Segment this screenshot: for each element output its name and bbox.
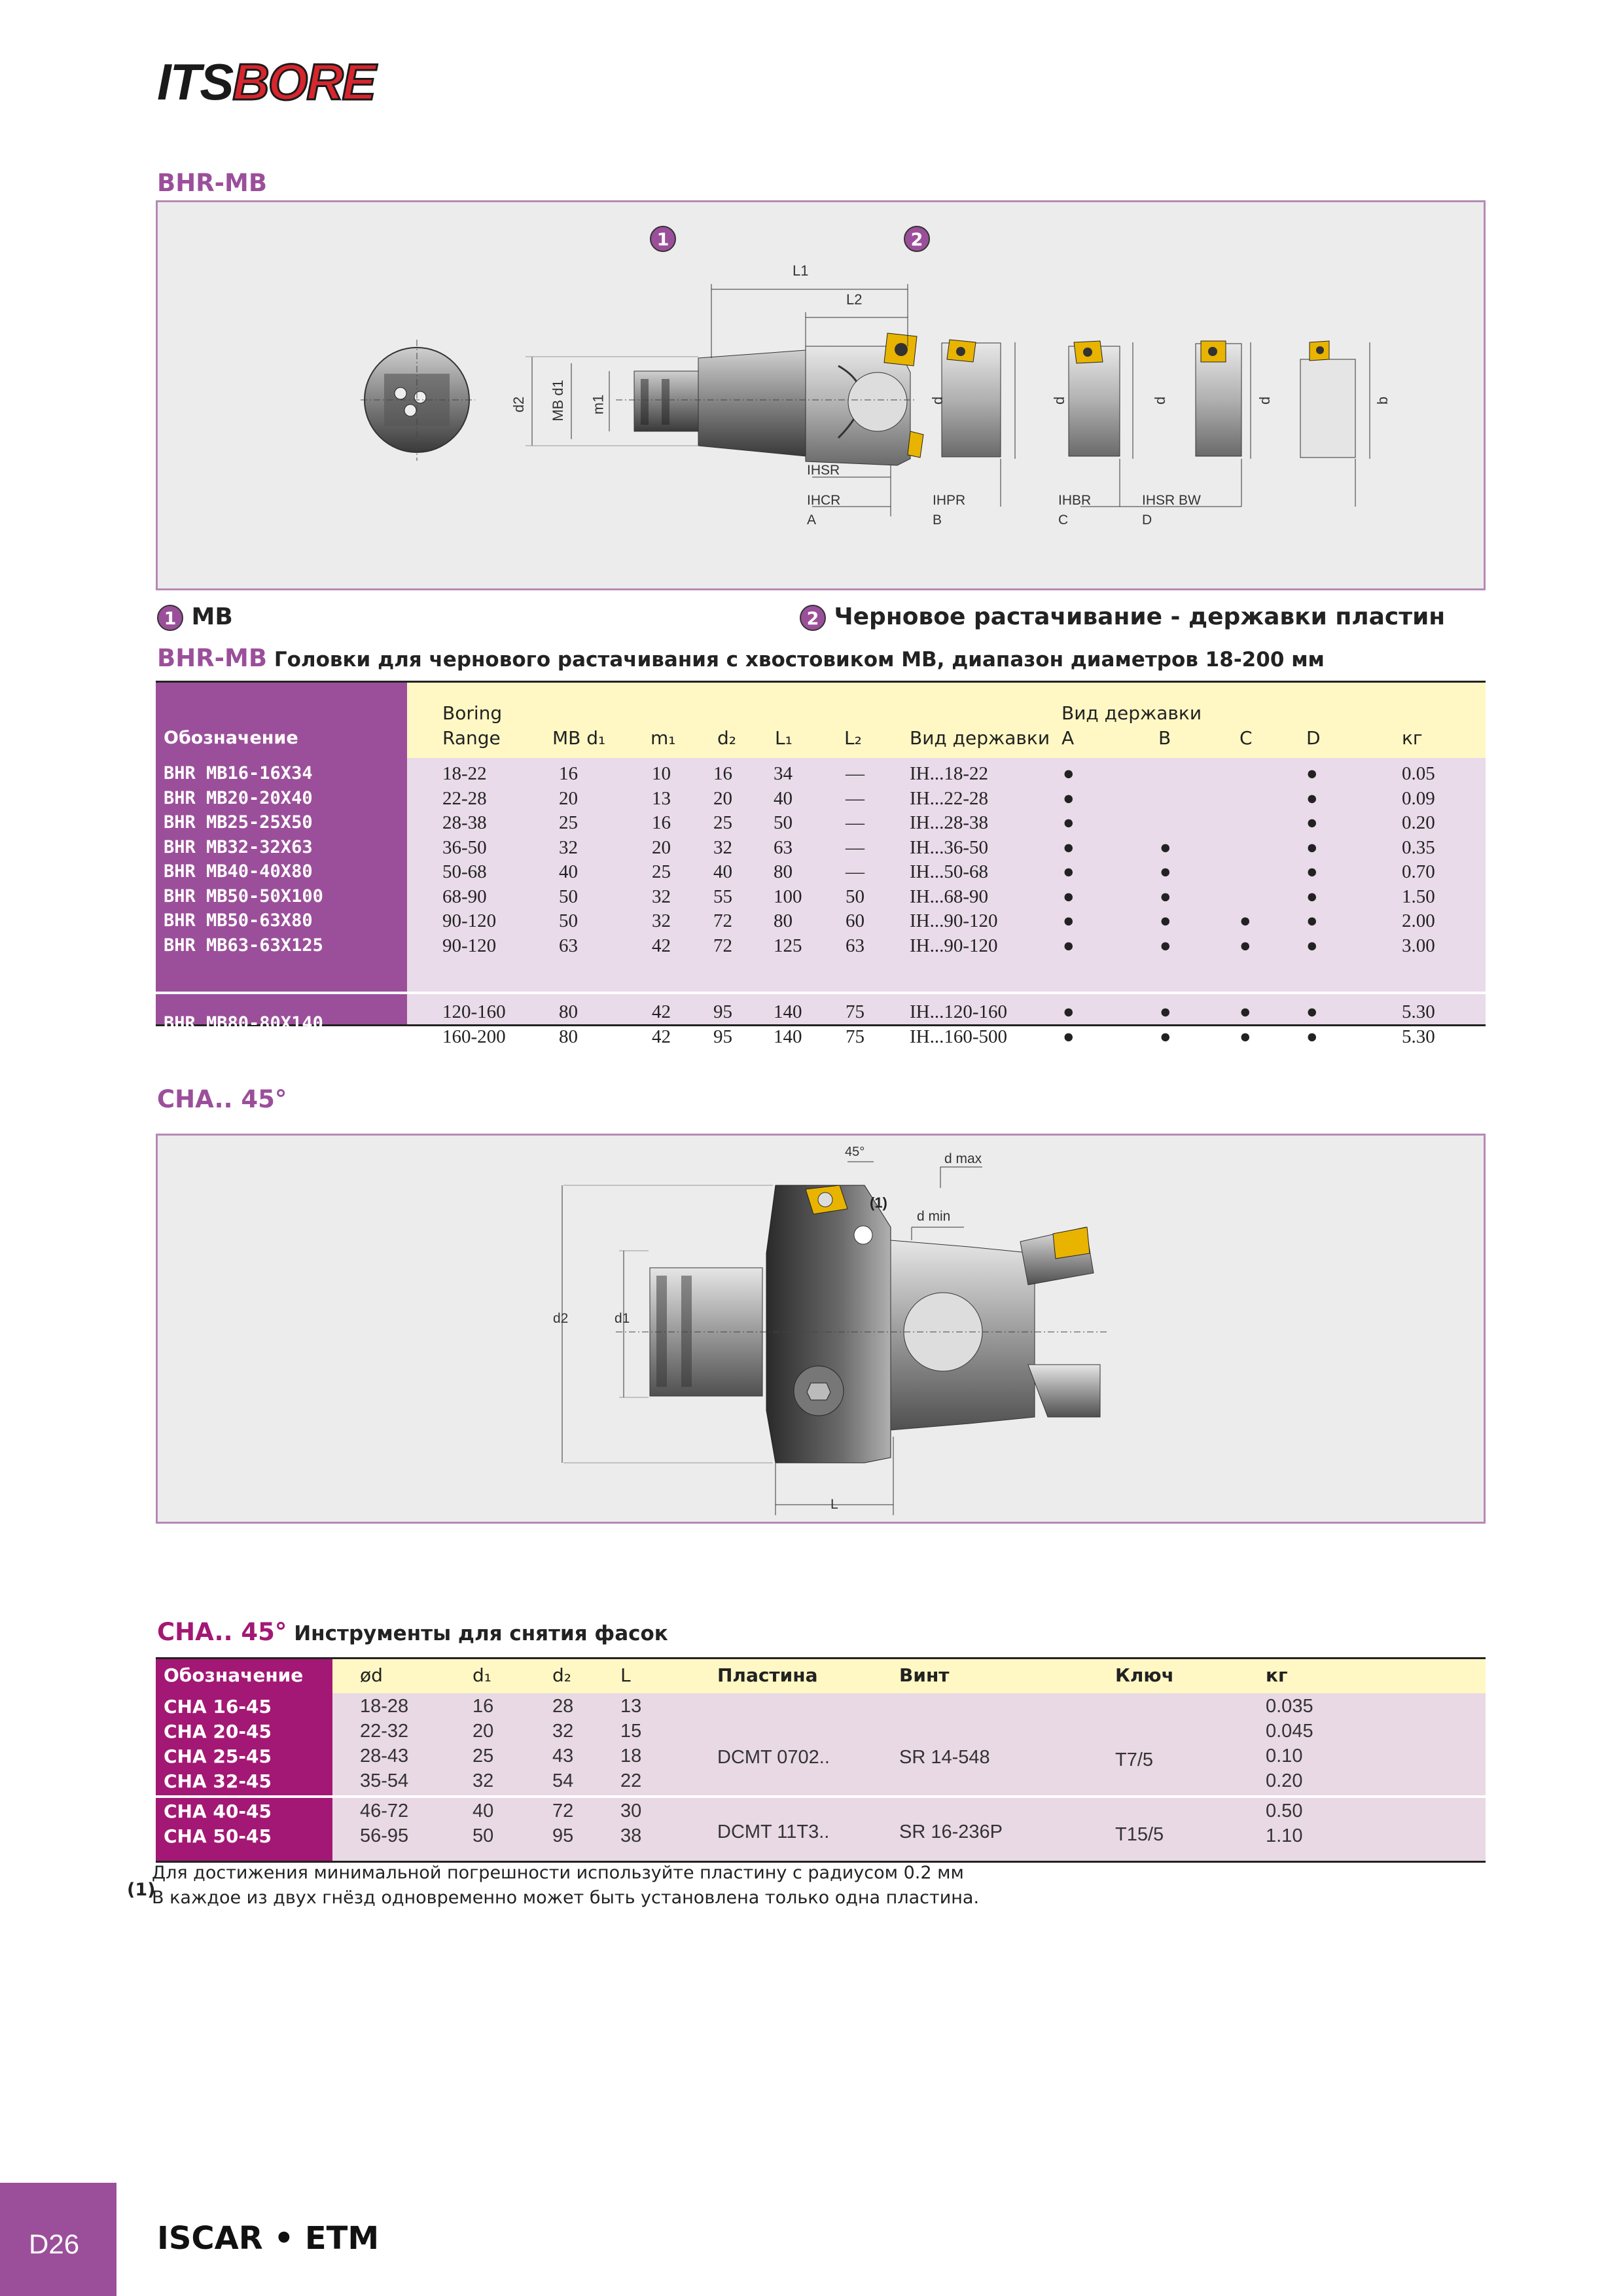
header-D: D (1306, 727, 1321, 749)
cell-d2: 32 (713, 836, 732, 858)
cell-A: ● (1063, 935, 1075, 956)
cell-B: ● (1160, 935, 1171, 956)
cell-mbd1: 16 (559, 763, 578, 784)
label-c: C (1058, 512, 1069, 528)
cell-mbd1: 63 (559, 935, 578, 956)
cell-kg: 5.30 (1402, 1026, 1435, 1047)
cell-L1: 100 (774, 886, 802, 907)
cell-vid: IH...120-160 (910, 1001, 1008, 1022)
cell-kluch-1: T7/5 (1115, 1749, 1154, 1770)
cell-D: ● (1306, 935, 1318, 956)
cell-m1: 32 (652, 886, 671, 907)
cell-vid: IH...18-22 (910, 763, 989, 784)
header-L1: L₁ (775, 727, 793, 749)
cell-kg: 0.20 (1402, 812, 1435, 833)
header-oboznachenie: Обозначение (164, 1664, 304, 1686)
cell-C: ● (1240, 935, 1251, 956)
cell-D: ● (1306, 787, 1318, 809)
logo-bore-text: BORE (232, 53, 375, 111)
bhr-mb-diagram-panel (156, 200, 1486, 590)
cell-B: ● (1160, 910, 1171, 931)
cha-table (156, 1657, 1486, 1863)
header-plastina: Пластина (717, 1664, 818, 1686)
dim-d-a: d (929, 396, 946, 405)
cell-A: ● (1063, 1001, 1075, 1022)
cell-mbd1: 80 (559, 1001, 578, 1022)
cell-range: 18-22 (442, 763, 487, 784)
cell-d2: 43 (552, 1746, 574, 1767)
cell-m1: 42 (652, 1026, 671, 1047)
legend-holders (800, 603, 1445, 631)
dim-L1: L1 (793, 262, 809, 279)
cell-vid: IH...160-500 (910, 1026, 1008, 1047)
cell-d2: 55 (713, 886, 732, 907)
itsbore-logo (157, 53, 375, 111)
cell-d2: 28 (552, 1696, 574, 1717)
header-kluch: Ключ (1115, 1664, 1174, 1686)
row-name: BHR MB40-40X80 (164, 861, 313, 882)
cell-d2: 95 (713, 1026, 732, 1047)
cell-m1: 25 (652, 861, 671, 882)
header-B: B (1158, 727, 1171, 749)
label-a: A (807, 512, 817, 528)
legend-2-icon: 2 (800, 605, 826, 631)
cell-d2: 72 (713, 935, 732, 956)
header-kg: кг (1266, 1664, 1288, 1686)
row-name: BHR MB50-63X80 (164, 910, 313, 931)
section-title-bhr-mb: BHR-MB (157, 169, 268, 197)
cell-L: 13 (620, 1696, 642, 1717)
cell-L: 15 (620, 1721, 642, 1742)
cell-m1: 16 (652, 812, 671, 833)
cell-range: 90-120 (442, 935, 497, 956)
row-name: CHA 20-45 (164, 1721, 272, 1742)
cell-L1: 34 (774, 763, 793, 784)
cell-vid: IH...36-50 (910, 836, 989, 858)
legend-2-text: Черновое растачивание - державки пластин (834, 603, 1446, 630)
header-L: L (620, 1664, 631, 1686)
header-C: C (1240, 727, 1253, 749)
cell-C: ● (1240, 1026, 1251, 1047)
cell-B: ● (1160, 836, 1171, 858)
cell-kg: 2.00 (1402, 910, 1435, 931)
cell-L2: — (846, 787, 865, 809)
dim-d-d: d (1257, 396, 1274, 405)
cell-D: ● (1306, 910, 1318, 931)
callout-2-number: 2 (904, 226, 930, 252)
cell-d2: 72 (552, 1801, 574, 1821)
cell-L: 30 (620, 1801, 642, 1821)
label-d-min: d min (917, 1209, 951, 1224)
cell-d1: 40 (473, 1801, 494, 1821)
row-name: BHR MB63-63X125 (164, 935, 323, 956)
cell-A: ● (1063, 763, 1075, 784)
row-name: BHR MB32-32X63 (164, 836, 313, 857)
cell-L1: 80 (774, 861, 793, 882)
cell-L1: 40 (774, 787, 793, 809)
header-A: A (1061, 727, 1075, 749)
dim-L2: L2 (846, 291, 863, 308)
cell-B: ● (1160, 1026, 1171, 1047)
cell-kg: 1.10 (1266, 1825, 1303, 1846)
header-oboznachenie: Обозначение (164, 728, 298, 748)
bhr-mb-drawing (158, 202, 1484, 588)
cell-L1: 50 (774, 812, 793, 833)
cell-range: 120-160 (442, 1001, 506, 1022)
cell-L: 38 (620, 1825, 642, 1846)
cell-d1: 20 (473, 1721, 494, 1742)
dim-d-b: d (1051, 396, 1068, 405)
cell-range: 28-38 (442, 812, 487, 833)
cell-range: 50-68 (442, 861, 487, 882)
cell-C: ● (1240, 910, 1251, 931)
header-boring: Boring (442, 702, 503, 724)
cell-vid: IH...28-38 (910, 812, 989, 833)
cell-od: 28-43 (360, 1746, 409, 1767)
cell-d1: 50 (473, 1825, 494, 1846)
callout-2 (904, 226, 930, 252)
cell-kg: 0.09 (1402, 787, 1435, 809)
cell-d2: 54 (552, 1770, 574, 1791)
cell-plastina-2: DCMT 11T3.. (717, 1821, 830, 1842)
cell-plastina-1: DCMT 0702.. (717, 1747, 830, 1768)
cell-d2: 95 (713, 1001, 732, 1022)
cell-kg: 0.05 (1402, 763, 1435, 784)
header-mb-d1: MB d₁ (552, 727, 606, 749)
cell-D: ● (1306, 1026, 1318, 1047)
cell-A: ● (1063, 836, 1075, 858)
dim-d1-cha: d1 (615, 1311, 630, 1326)
cell-D: ● (1306, 836, 1318, 858)
cell-d1: 32 (473, 1770, 494, 1791)
table-row (156, 933, 1486, 958)
cell-kg: 0.20 (1266, 1770, 1303, 1791)
cell-od: 18-28 (360, 1696, 409, 1717)
cell-m1: 42 (652, 935, 671, 956)
row-name: CHA 16-45 (164, 1696, 272, 1717)
label-45-deg: 45° (845, 1145, 865, 1159)
cell-A: ● (1063, 812, 1075, 833)
logo-its-text: ITS (157, 53, 233, 111)
cell-L1: 140 (774, 1026, 802, 1047)
brand-footer: ISCAR • ETM (157, 2220, 380, 2257)
cell-vint-2: SR 16-236P (899, 1821, 1003, 1842)
cell-mbd1: 40 (559, 861, 578, 882)
cell-L2: 75 (846, 1026, 865, 1047)
cell-range: 36-50 (442, 836, 487, 858)
row-name: CHA 32-45 (164, 1770, 272, 1792)
cell-D: ● (1306, 763, 1318, 784)
footnote-marker: (1) (127, 1880, 156, 1900)
header-d2: d₂ (717, 727, 736, 749)
dim-d2-cha: d2 (553, 1311, 569, 1326)
cell-kg: 0.70 (1402, 861, 1435, 882)
label-d: D (1142, 512, 1152, 528)
cell-range: 90-120 (442, 910, 497, 931)
cell-vid: IH...68-90 (910, 886, 989, 907)
label-ihsr: IHSR (807, 463, 840, 478)
label-b: B (933, 512, 942, 528)
label-d-max: d max (944, 1151, 982, 1166)
cell-od: 22-32 (360, 1721, 409, 1742)
cell-od: 35-54 (360, 1770, 409, 1791)
cell-A: ● (1063, 861, 1075, 882)
cell-B: ● (1160, 861, 1171, 882)
cell-d1: 16 (473, 1696, 494, 1717)
legend-1-text: MB (191, 603, 233, 630)
row-name: BHR MB80-80X140 (164, 1013, 323, 1033)
cha-diagram-panel (156, 1134, 1486, 1524)
table-row (156, 786, 1486, 811)
table-row (156, 908, 1486, 933)
cell-kg: 0.10 (1266, 1746, 1303, 1767)
cell-mbd1: 50 (559, 886, 578, 907)
cell-kg: 0.045 (1266, 1721, 1313, 1742)
cell-mbd1: 80 (559, 1026, 578, 1047)
cell-L: 18 (620, 1746, 642, 1767)
row-name: BHR MB50-50X100 (164, 886, 323, 906)
table-row (156, 761, 1486, 786)
cell-L1: 125 (774, 935, 802, 956)
dim-d-c: d (1152, 396, 1169, 405)
cell-d2: 25 (713, 812, 732, 833)
cell-L2: 75 (846, 1001, 865, 1022)
row-name: CHA 40-45 (164, 1801, 272, 1822)
row-name: CHA 50-45 (164, 1825, 272, 1847)
cell-L2: 60 (846, 910, 865, 931)
cell-d2: 32 (552, 1721, 574, 1742)
header-vid-group: Вид державки (1061, 702, 1202, 724)
cell-kg: 5.30 (1402, 1001, 1435, 1022)
cell-mbd1: 50 (559, 910, 578, 931)
table-row (156, 835, 1486, 860)
cell-mbd1: 20 (559, 787, 578, 809)
cell-D: ● (1306, 1001, 1318, 1022)
cell-L1: 63 (774, 836, 793, 858)
label-ihcr: IHCR (807, 493, 841, 508)
table-header-row-2 (156, 726, 1486, 751)
cell-m1: 10 (652, 763, 671, 784)
cell-kg: 1.50 (1402, 886, 1435, 907)
cell-m1: 20 (652, 836, 671, 858)
header-range: Range (442, 727, 501, 749)
cell-D: ● (1306, 886, 1318, 907)
cha-subhead-text: Инструменты для снятия фасок (294, 1622, 668, 1645)
cell-range: 68-90 (442, 886, 487, 907)
table-row (156, 859, 1486, 884)
callout-1 (650, 226, 676, 252)
legend-mb (157, 603, 233, 631)
row-name: BHR MB16-16X34 (164, 763, 313, 783)
dim-m1: m1 (590, 394, 607, 415)
callout-1-number: 1 (650, 226, 676, 252)
cell-od: 56-95 (360, 1825, 409, 1846)
cell-L2: — (846, 763, 865, 784)
cell-d1: 25 (473, 1746, 494, 1767)
dim-mb-d1: MB d1 (549, 380, 566, 422)
cell-vid: IH...90-120 (910, 935, 998, 956)
cell-range: 22-28 (442, 787, 487, 809)
bhr-mb-table (156, 681, 1486, 1047)
dim-L-cha: L (830, 1497, 838, 1512)
cell-D: ● (1306, 861, 1318, 882)
cell-L1: 80 (774, 910, 793, 931)
row-name: CHA 25-45 (164, 1746, 272, 1767)
cell-L1: 140 (774, 1001, 802, 1022)
cha-subhead-key: CHA.. 45° (157, 1618, 287, 1646)
cell-L2: 63 (846, 935, 865, 956)
bhr-mb-subhead-key: BHR-MB (157, 644, 268, 672)
cell-d2: 72 (713, 910, 732, 931)
cell-kg: 3.00 (1402, 935, 1435, 956)
cell-od: 46-72 (360, 1801, 409, 1821)
section-title-cha: CHA.. 45° (157, 1085, 287, 1113)
label-note-1: (1) (870, 1194, 887, 1211)
page-number: D26 (29, 2229, 80, 2259)
cell-mbd1: 32 (559, 836, 578, 858)
cell-d2: 20 (713, 787, 732, 809)
cell-range: 160-200 (442, 1026, 506, 1047)
cell-vid: IH...50-68 (910, 861, 989, 882)
dim-b: b (1374, 396, 1391, 405)
cell-vint-1: SR 14-548 (899, 1747, 990, 1768)
cell-D: ● (1306, 812, 1318, 833)
header-vint: Винт (899, 1664, 950, 1686)
cell-A: ● (1063, 787, 1075, 809)
row-name: BHR MB20-20X40 (164, 787, 313, 808)
cell-kg: 0.035 (1266, 1696, 1313, 1717)
footnote-line-2: В каждое из двух гнёзд одновременно может быть установлена только одна пластина. (152, 1888, 980, 1908)
cell-kg: 0.35 (1402, 836, 1435, 858)
table-row (156, 999, 1486, 1033)
table-row (156, 810, 1486, 835)
bhr-mb-subhead (157, 644, 1325, 672)
cell-kluch-2: T15/5 (1115, 1824, 1164, 1845)
cell-L2: — (846, 812, 865, 833)
cell-A: ● (1063, 910, 1075, 931)
cell-L2: 50 (846, 886, 865, 907)
header-d1: d₁ (473, 1664, 491, 1686)
footnote-line-1: Для достижения минимальной погрешности используйте пластину с радиусом 0.2 мм (152, 1863, 964, 1883)
header-od: ød (360, 1664, 383, 1686)
cell-A: ● (1063, 886, 1075, 907)
cell-m1: 42 (652, 1001, 671, 1022)
cell-m1: 32 (652, 910, 671, 931)
cell-A: ● (1063, 1026, 1075, 1047)
header-kg: кг (1402, 727, 1423, 749)
label-ihsr-bw: IHSR BW (1142, 493, 1201, 508)
table-row (156, 1024, 1486, 1049)
cell-B: ● (1160, 1001, 1171, 1022)
header-m1: m₁ (651, 727, 676, 749)
cell-L2: — (846, 861, 865, 882)
page-number-block (0, 2183, 116, 2296)
cell-vid: IH...22-28 (910, 787, 989, 809)
cell-kg: 0.50 (1266, 1801, 1303, 1821)
legend-1-icon: 1 (157, 605, 183, 631)
cell-d2: 40 (713, 861, 732, 882)
table-header-row (156, 1664, 1486, 1691)
label-ihbr: IHBR (1058, 493, 1092, 508)
cell-L2: — (846, 836, 865, 858)
cell-m1: 13 (652, 787, 671, 809)
header-vid: Вид державки (910, 727, 1050, 749)
row-name: BHR MB25-25X50 (164, 812, 313, 833)
label-ihpr: IHPR (933, 493, 966, 508)
cell-mbd1: 25 (559, 812, 578, 833)
cell-d2: 95 (552, 1825, 574, 1846)
cha-drawing (158, 1136, 1484, 1522)
cha-subhead (157, 1618, 668, 1646)
header-d2: d₂ (552, 1664, 571, 1686)
cell-d2: 16 (713, 763, 732, 784)
header-L2: L₂ (844, 727, 862, 749)
table-row (156, 884, 1486, 909)
table-header-row-1 (156, 701, 1486, 726)
cell-vid: IH...90-120 (910, 910, 998, 931)
dim-d2: d2 (510, 396, 527, 413)
cell-B: ● (1160, 886, 1171, 907)
cell-C: ● (1240, 1001, 1251, 1022)
bhr-mb-subhead-text: Головки для чернового растачивания с хвостовиком MB, диапазон диаметров 18-200 мм (274, 648, 1325, 672)
cell-L: 22 (620, 1770, 642, 1791)
